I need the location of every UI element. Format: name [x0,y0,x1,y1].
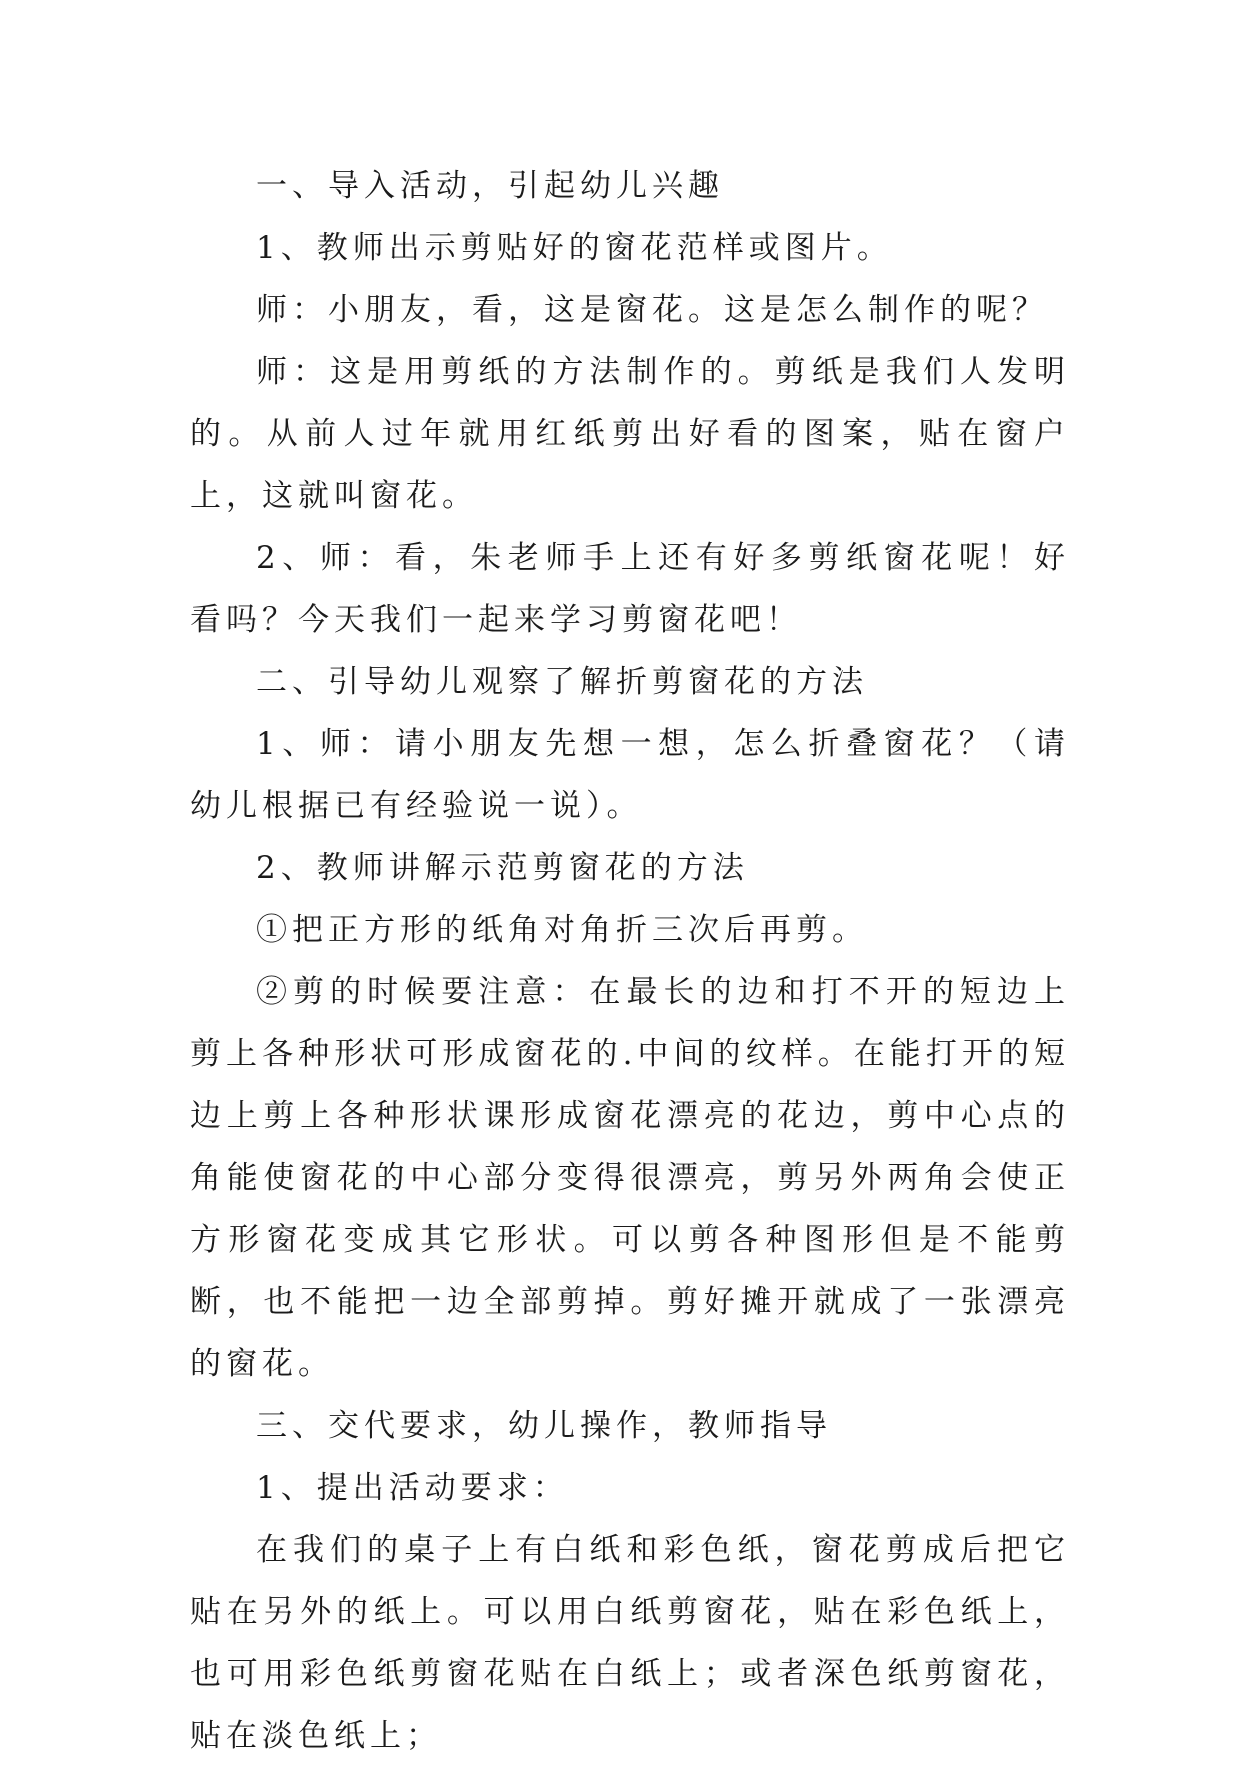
document-page [190,155,1070,1767]
section-heading-3: 三、交代要求，幼儿操作，教师指导 [256,1408,832,1444]
paragraph: 1、提出活动要求： [256,1470,569,1506]
paragraph: 2、师：看，朱老师手上还有好多剪纸窗花呢！好看吗？今天我们一起来学习剪窗花吧！ [190,540,1070,638]
paragraph: 1、教师出示剪贴好的窗花范样或图片。 [256,230,893,266]
paragraph: 2、教师讲解示范剪窗花的方法 [256,850,749,886]
section-heading-1: 一、导入活动，引起幼儿兴趣 [256,168,724,204]
paragraph: 1、师：请小朋友先想一想，怎么折叠窗花？（请幼儿根据已有经验说一说）。 [190,726,1070,824]
paragraph: ②剪的时候要注意：在最长的边和打不开的短边上剪上各种形状可形成窗花的.中间的纹样。在能打开的短边上剪上各种形状课形成窗花漂亮的花边，剪中心点的角能使窗花的中心部分变得很漂亮，剪另外两角会使正方形窗花变成其它形状。可以剪各种图形但是不能剪断，也不能把一边全部剪掉。剪好摊开就成了一张漂亮的窗花。 [190,974,1070,1382]
paragraph: 师：小朋友，看，这是窗花。这是怎么制作的呢？ [256,292,1048,328]
paragraph: ①把正方形的纸角对角折三次后再剪。 [256,912,868,948]
paragraph: 师：这是用剪纸的方法制作的。剪纸是我们人发明的。从前人过年就用红纸剪出好看的图案，贴在窗户上，这就叫窗花。 [190,354,1070,514]
section-heading-2: 二、引导幼儿观察了解折剪窗花的方法 [256,664,868,700]
paragraph: 在我们的桌子上有白纸和彩色纸，窗花剪成后把它贴在另外的纸上。可以用白纸剪窗花，贴在彩色纸上，也可用彩色纸剪窗花贴在白纸上；或者深色纸剪窗花，贴在淡色纸上； [190,1532,1070,1754]
